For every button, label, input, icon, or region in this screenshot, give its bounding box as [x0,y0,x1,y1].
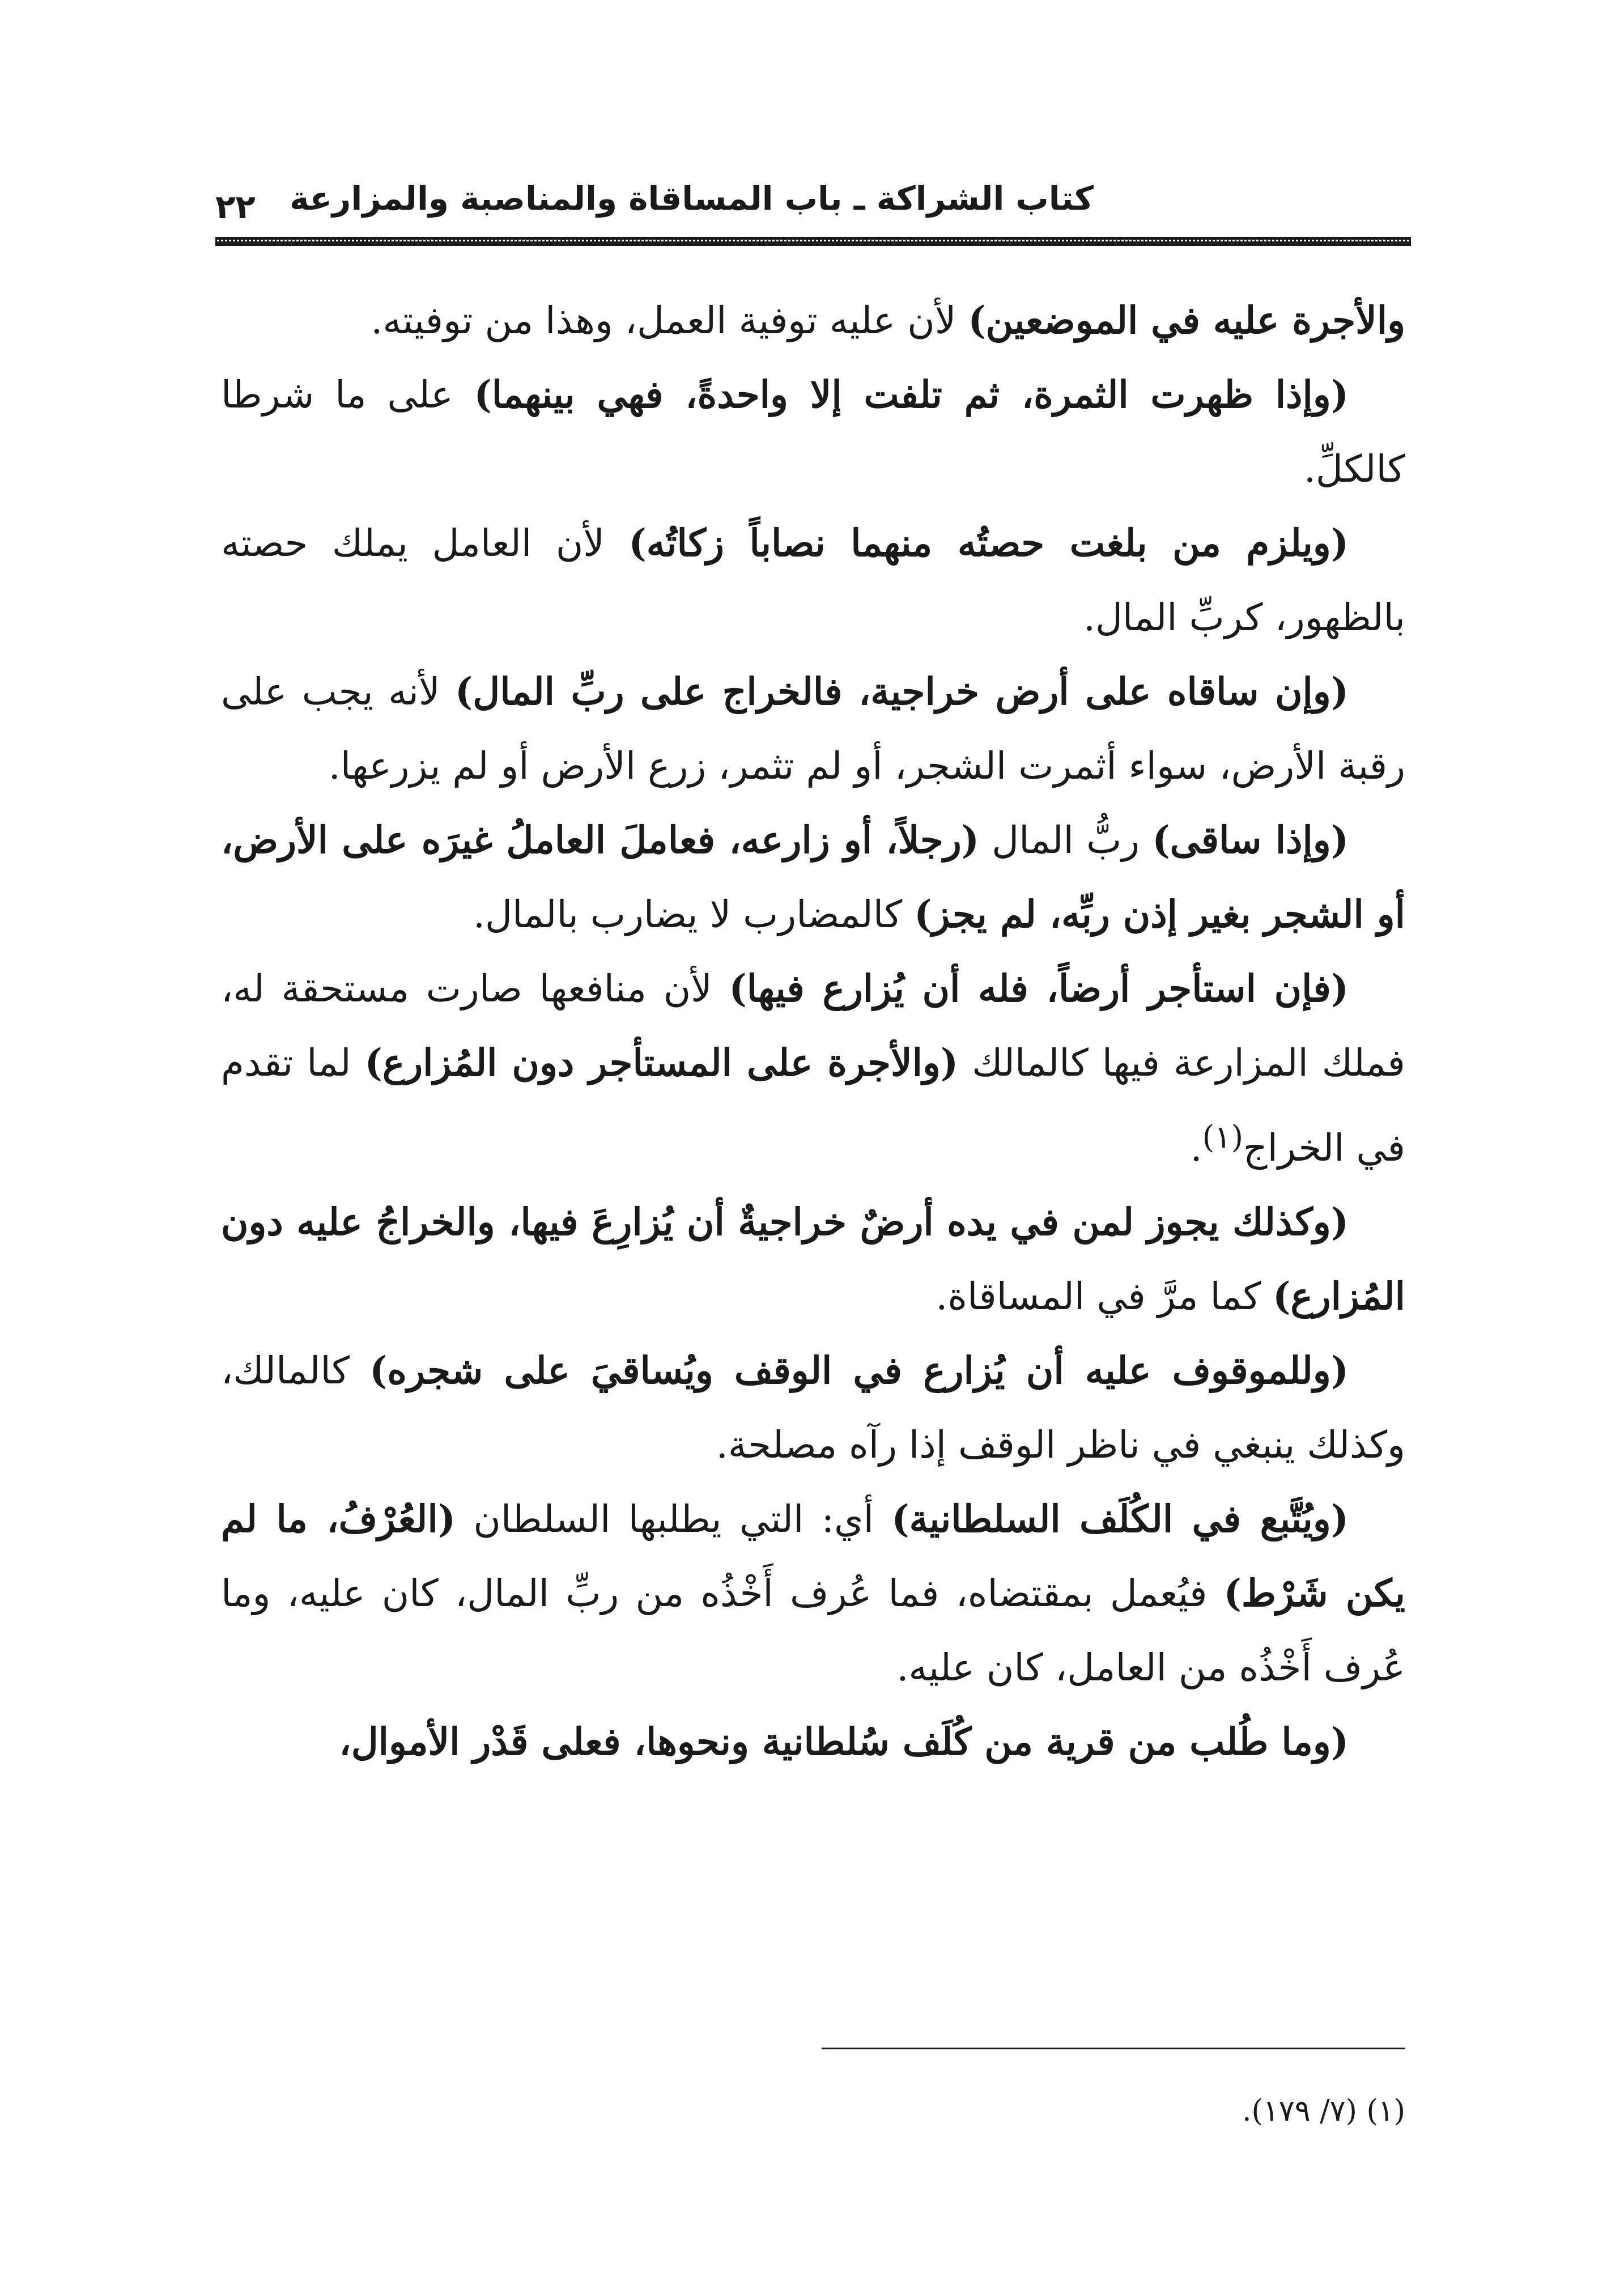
matn-text: (وإن ساقاه على أرض خراجية، فالخراج على ربِّ المال) [455,669,1349,714]
commentary-text: كما مرَّ في المساقاة. [936,1275,1273,1318]
matn-text: (وكذلك يجوز لمن في يده أرضٌ خراجيةٌ أن يُزارِعَ فيها، والخراجُ عليه دون المُزارع) [221,1200,1405,1318]
paragraph [221,952,1405,1185]
matn-text: (وإذا ظهرت الثمرة، ثم تلفت إلا واحدةً، فهي بينهما) [474,372,1349,417]
commentary-text: كالمضارب لا يضارب بالمال. [473,893,915,936]
commentary-text: كالمالك، وكذلك ينبغي في ناظر الوقف إذا رآه مصلحة. [221,1349,1405,1467]
commentary-text: لأن العامل يملك حصته بالظهور، كربِّ المال. [221,521,1405,639]
matn-text: (رجلاً، أو زارعه، فعاملَ العاملُ غيرَه على الأرض، أو الشجر بغير إذن ربِّه، لم يجز) [221,818,1405,936]
footnote-separator [822,2048,1405,2049]
matn-text: (وللموقوف عليه أن يُزارع في الوقف ويُساقيَ على شجره) [369,1348,1349,1392]
commentary-text: لأن عليه توفية العمل، وهذا من توفيته. [371,299,968,342]
paragraph [221,358,1405,506]
matn-text: (العُرْفُ، ما لم يكن شَرْط) [221,1497,1405,1615]
footnote: (١) (٧/ ١٧٩). [1242,2094,1405,2128]
commentary-text: . [1190,1126,1202,1170]
commentary-text: أي: التي يطلبها السلطان [455,1497,892,1541]
paragraph [221,1705,1405,1779]
commentary-text: لأنه يجب على رقبة الأرض، سواء أثمرت الشجر، أو لم تثمر، زرع الأرض أو لم يزرعها. [221,670,1405,788]
commentary-text: فيُعمل بمقتضاه، فما عُرف أَخْذُه من ربِّ المال، كان عليه، وما عُرف أَخْذُه من العامل، كان عليه. [221,1572,1405,1689]
matn-text: (وإذا ساقى) [1152,818,1349,862]
page-header [215,170,1411,244]
paragraph [221,283,1405,358]
matn-text: (ويلزم من بلغت حصتُه منهما نصاباً زكاتُه) [628,521,1349,565]
paragraph [221,1482,1405,1705]
commentary-text: ربُّ المال [979,818,1153,862]
page-number: ٢٢ [215,188,256,226]
matn-text: والأجرة عليه في الموضعين) [968,298,1405,342]
paragraph [221,655,1405,803]
commentary-text: لأن منافعها صارت مستحقة له، فملك المزارعة فيها كالمالك [221,967,1405,1085]
commentary-text: على ما شرطا كالكلِّ. [221,373,1405,491]
matn-text: (ويُتَّبع في الكُلَف السلطانية) [891,1497,1349,1541]
footnote-marker[interactable]: (١) [1202,1119,1244,1155]
running-title: كتاب الشراكة ـ باب المساقاة والمناصبة والمزارعة [290,179,1094,218]
paragraph [221,506,1405,655]
paragraph [221,1334,1405,1482]
header-rule [215,237,1411,246]
commentary-text: لما تقدم في الخراج [221,1041,1405,1170]
body-text [221,283,1405,1779]
paragraph [221,1185,1405,1334]
matn-text: (وما طُلب من قرية من كُلَف سُلطانية ونحوها، فعلى قَدْر الأموال، [339,1719,1349,1764]
matn-text: (فإن استأجر أرضاً، فله أن يُزارع فيها) [729,966,1349,1010]
paragraph [221,803,1405,952]
matn-text: (والأجرة على المستأجر دون المُزارع) [364,1041,959,1085]
